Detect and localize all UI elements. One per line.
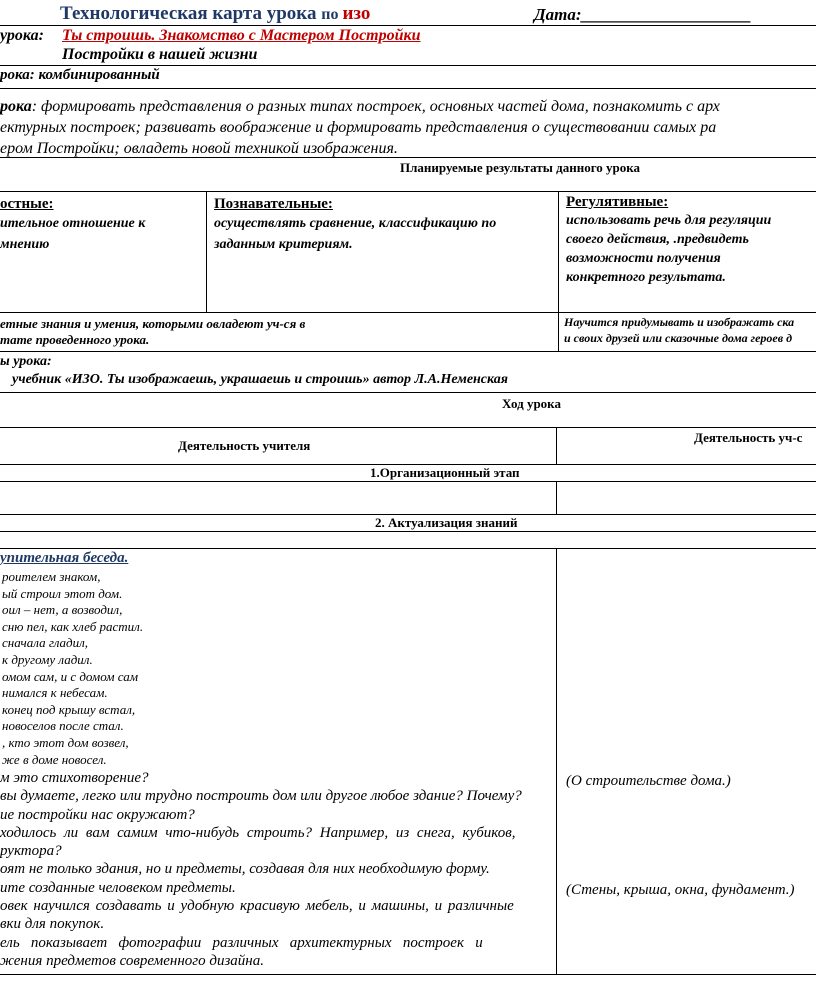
divider (0, 312, 816, 313)
divider (0, 548, 816, 549)
divider (0, 481, 816, 482)
stage-2-title: 2. Актуализация знаний (375, 515, 518, 530)
col-divider (556, 427, 557, 465)
divider (0, 191, 816, 192)
question-line: рукторa? (0, 843, 62, 860)
poem-line: оил – нет, а возводил, (2, 602, 123, 618)
col-divider (556, 481, 557, 515)
question-line: вы думаете, легко или трудно построить дом или другое любое здание? Почему? (0, 788, 522, 805)
poem-line: к другому ладил. (2, 651, 93, 667)
goal-line3: ером Постройки; овладеть новой техникой изображения. (0, 140, 398, 157)
questions (0, 769, 550, 970)
subject-right-line: и своих друзей или сказочные дома героев д (564, 331, 793, 345)
poem-line: омом сам, и с домом сам (2, 668, 139, 684)
divider (0, 88, 816, 89)
goal-label: рока (0, 98, 32, 115)
question-line: вки для покупок. (0, 916, 105, 933)
personal-line: ительное отношение к (0, 216, 146, 231)
question-line: оят не только здания, но и предметы, создавая для них необходимую форму. (0, 861, 490, 878)
poem (2, 569, 143, 768)
col-teacher: Деятельность учителя (178, 438, 311, 453)
poem-line: сначала гладил, (2, 635, 89, 651)
question-line: ие постройки нас окружают? (0, 806, 195, 823)
col-divider (558, 191, 559, 312)
divider (0, 427, 816, 428)
intro-title: упительная беседа. (0, 550, 129, 566)
question-line: овек научился создавать и удобную красивую мебель, и машины, и различные (0, 898, 514, 915)
poem-line: роителем знаком, (2, 569, 101, 584)
resources-label: ы урока: (0, 354, 52, 369)
question-line: ите созданные человеком предметы. (0, 879, 236, 896)
cognitive-line: осуществлять сравнение, классификацию по (214, 216, 497, 231)
doc-subject: изо (342, 3, 371, 24)
question-line: м это стихотворение? (0, 770, 149, 786)
divider (0, 974, 816, 975)
poem-line: ый строил этот дом. (2, 585, 123, 601)
doc-title-text: Технологическая карта урока (60, 3, 322, 24)
doc-title-po: по (321, 6, 343, 23)
doc-title (60, 3, 370, 25)
regulative-line: конкретного результата. (566, 270, 726, 285)
date-blank: ____________________ (581, 5, 752, 24)
cognitive-head: Познавательные: (214, 196, 333, 212)
divider (0, 351, 816, 352)
topic-line1: Ты строишь. Знакомство с Мастером Постройки (62, 27, 421, 44)
regulative-line: возможности получения (566, 251, 721, 266)
divider (0, 392, 816, 393)
goal-text1: : формировать представления о разных типах построек, основных частей дома, познакомить с арх (31, 98, 720, 115)
subject-left-line: тате проведенного урока. (0, 332, 150, 347)
answer-2: (Стены, крыша, окна, фундамент.) (566, 882, 795, 898)
divider (0, 531, 816, 532)
date-field (534, 5, 752, 25)
personal-head: остные: (0, 196, 54, 212)
poem-line: , кто этот дом возвел, (2, 734, 129, 750)
poem-line: новоселов после стал. (2, 718, 124, 734)
topic-label: урока: (0, 27, 44, 44)
poem-line: конец под крышу встал, (2, 701, 136, 717)
course-title: Ход урока (502, 396, 561, 411)
question-line: ходилось ли вам самим что-нибудь строить? Например, из снега, кубиков, (0, 824, 516, 841)
goal-line2: ектурных построек; развивать воображение и формировать представления о существовании самых ра (0, 119, 717, 136)
lesson-type: рока: комбинированный (0, 67, 160, 83)
resources-text: учебник «ИЗО. Ты изображаешь, украшаешь и строишь» автор Л.А.Неменская (12, 372, 508, 387)
regulative-head: Регулятивные: (566, 194, 669, 210)
col-students: Деятельность уч-с (694, 430, 803, 445)
regulative-line: использовать речь для регуляции (566, 213, 772, 228)
regulative-line: своего действия, .предвидеть (566, 232, 749, 247)
subject-right-line: Научится придумывать и изображать ска (564, 315, 795, 329)
col-divider (556, 548, 557, 975)
cognitive-line: заданным критериям. (214, 237, 353, 252)
results-title: Планируемые результаты данного урока (400, 160, 641, 175)
divider (0, 157, 816, 158)
col-divider (558, 312, 559, 352)
topic-line2: Постройки в нашей жизни (62, 46, 258, 63)
personal-line: мнению (0, 237, 50, 252)
poem-line: же в доме новосел. (2, 751, 107, 767)
poem-line: нимался к небесам. (2, 685, 108, 701)
goal-line1 (0, 98, 720, 116)
col-divider (206, 191, 207, 312)
date-label: Дата: (534, 5, 582, 24)
poem-line: сню пел, как хлеб растил. (2, 618, 144, 634)
question-line: ель показывает фотографии различных архитектурных построек и (0, 934, 483, 951)
question-line: жения предметов современного дизайна. (0, 952, 265, 969)
divider (0, 25, 816, 26)
answer-1: (О строительстве дома.) (566, 773, 731, 789)
divider (0, 65, 816, 66)
stage-1-title: 1.Организационный этап (370, 465, 520, 480)
subject-left-line: етные знания и умения, которыми овладеют уч-ся в (0, 316, 306, 331)
